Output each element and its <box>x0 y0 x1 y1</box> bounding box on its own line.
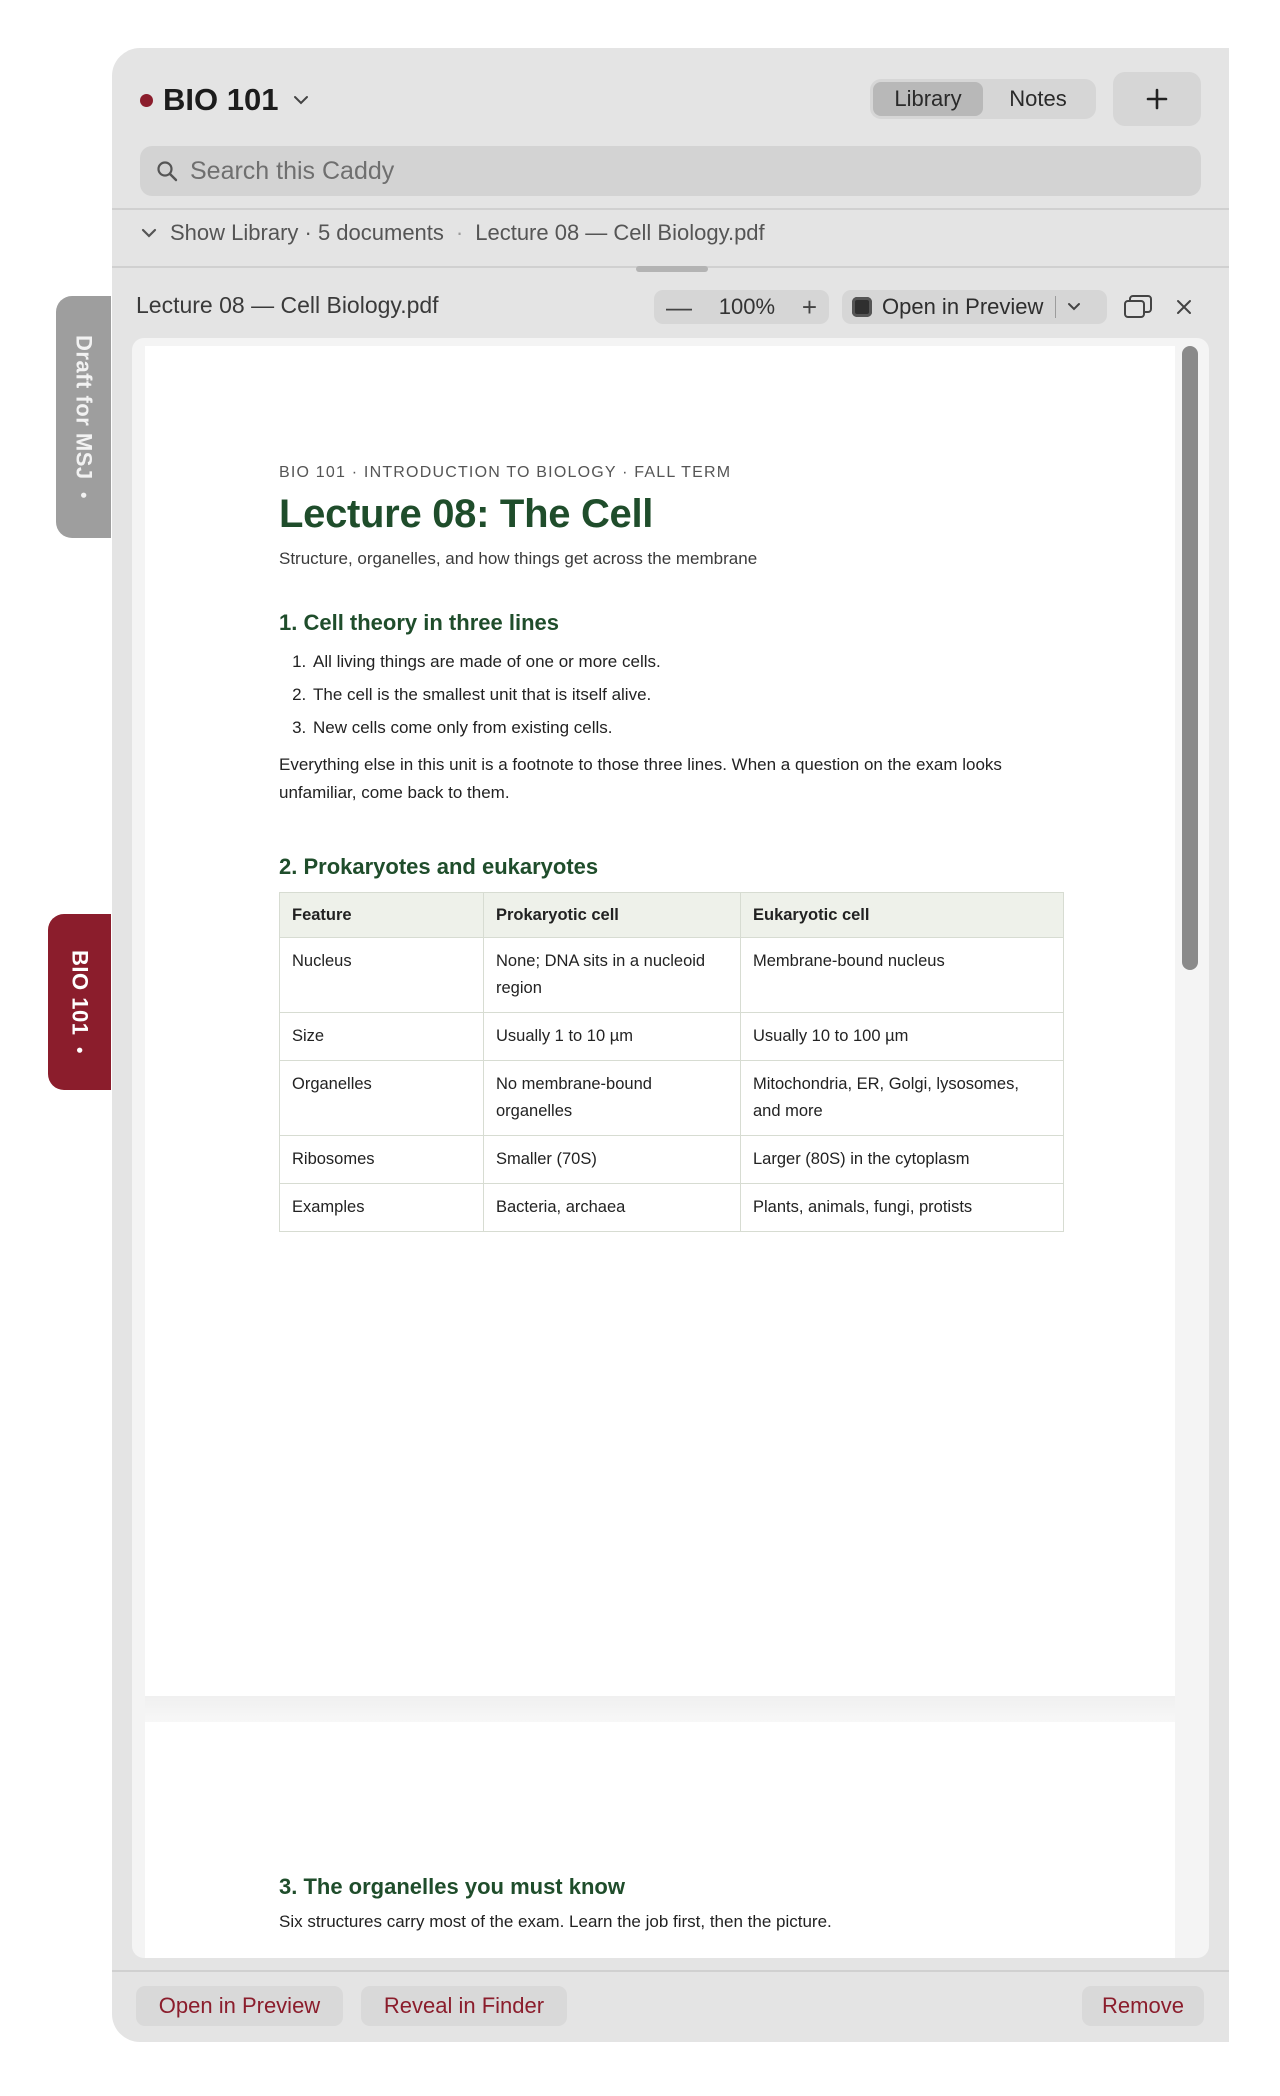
library-bar <box>140 220 765 246</box>
close-icon <box>1176 299 1192 315</box>
table-cell: Plants, animals, fungi, protists <box>741 1184 1064 1232</box>
document-header <box>279 464 1069 569</box>
reveal-in-finder-button[interactable] <box>361 1986 567 2026</box>
view-switcher <box>870 79 1096 119</box>
breadcrumb-separator: · <box>455 220 464 245</box>
document-kicker: BIO 101 · INTRODUCTION TO BIOLOGY · FALL TERM <box>279 464 732 481</box>
zoom-in-button[interactable]: + <box>801 292 817 322</box>
table-cell: Smaller (70S) <box>484 1136 741 1184</box>
column-header: Feature <box>280 893 484 938</box>
section-paragraph: Six structures carry most of the exam. Learn the job first, then the picture. <box>279 1912 832 1931</box>
remove-label: Remove <box>1102 1993 1184 2018</box>
zoom-out-button[interactable]: — <box>666 292 692 322</box>
table-cell: Membrane-bound nucleus <box>741 938 1064 1013</box>
section-cell-theory <box>279 610 1069 807</box>
document-filename: Lecture 08 — Cell Biology.pdf <box>136 292 439 318</box>
caddy-title-menu[interactable] <box>140 82 310 118</box>
table-row <box>280 1136 1064 1184</box>
list-item: 3. New cells come only from existing cells. <box>311 718 1069 738</box>
remove-button[interactable] <box>1082 1986 1204 2026</box>
chevron-down-icon[interactable] <box>140 224 158 242</box>
table-row <box>280 1061 1064 1136</box>
plus-icon <box>1146 88 1168 110</box>
page-break <box>145 1696 1175 1722</box>
table-header-row <box>280 893 1064 938</box>
section-heading: 2. Prokaryotes and eukaryotes <box>279 854 599 879</box>
close-document-button[interactable] <box>1166 290 1202 324</box>
table-cell: Ribosomes <box>280 1136 484 1184</box>
search-bar[interactable] <box>140 146 1201 196</box>
list-item: 2. The cell is the smallest unit that is itself alive. <box>311 685 1069 705</box>
bio-101-tab[interactable] <box>48 914 111 1090</box>
library-resize-handle[interactable] <box>636 266 708 272</box>
section-heading: 1. Cell theory in three lines <box>279 610 559 635</box>
document-viewer[interactable] <box>132 338 1209 1958</box>
table-cell: Organelles <box>280 1061 484 1136</box>
bio-tab-label: BIO 101• <box>67 949 93 1055</box>
section-organelles <box>279 1874 1069 1932</box>
table-cell: Nucleus <box>280 938 484 1013</box>
current-document-breadcrumb[interactable]: Lecture 08 — Cell Biology.pdf <box>475 220 765 245</box>
zoom-level: 100% <box>718 294 776 319</box>
add-button[interactable] <box>1113 72 1201 126</box>
table-row <box>280 1184 1064 1232</box>
table-cell: None; DNA sits in a nucleoid region <box>484 938 741 1013</box>
caddy-panel <box>112 48 1229 2042</box>
open-in-preview-button[interactable] <box>842 290 1107 324</box>
open-in-preview-label: Open in Preview <box>882 294 1044 319</box>
chevron-down-icon <box>292 91 310 109</box>
tab-library[interactable]: Library <box>873 82 983 116</box>
detach-window-button[interactable] <box>1118 290 1158 324</box>
section-paragraph: Everything else in this unit is a footnote to those three lines. When a question on the exam looks unfamiliar, come back to them. <box>279 755 1002 802</box>
pdf-page <box>145 346 1175 1696</box>
table-cell: Bacteria, archaea <box>484 1184 741 1232</box>
show-library-toggle[interactable]: Show Library · 5 documents <box>170 220 444 245</box>
chevron-down-icon[interactable] <box>1066 299 1082 315</box>
footer-open-in-preview-button[interactable] <box>136 1986 343 2026</box>
table-cell: Larger (80S) in the cytoplasm <box>741 1136 1064 1184</box>
cell-theory-list <box>279 652 1069 738</box>
table-row <box>280 1013 1064 1061</box>
zoom-control <box>654 290 829 324</box>
table-cell: Usually 1 to 10 µm <box>484 1013 741 1061</box>
reveal-in-finder-label: Reveal in Finder <box>383 1993 545 2018</box>
section-heading: 3. The organelles you must know <box>279 1874 625 1899</box>
scrollbar-thumb[interactable] <box>1182 346 1198 970</box>
draft-tab-label: Draft for MSJ• <box>71 335 97 499</box>
search-input[interactable] <box>188 156 1092 187</box>
table-cell: Mitochondria, ER, Golgi, lysosomes, and more <box>741 1061 1064 1136</box>
tab-notes[interactable]: Notes <box>1009 86 1067 111</box>
document-title: Lecture 08: The Cell <box>279 492 654 536</box>
section-prokaryotes-eukaryotes <box>279 854 1069 1232</box>
pdf-page <box>145 1722 1175 1958</box>
document-subtitle: Structure, organelles, and how things get across the membrane <box>279 549 758 568</box>
column-header: Eukaryotic cell <box>741 893 1064 938</box>
caddy-color-dot <box>140 94 153 107</box>
preview-app-icon <box>852 297 872 317</box>
comparison-table <box>279 892 1064 1232</box>
table-cell: No membrane-bound organelles <box>484 1061 741 1136</box>
column-header: Prokaryotic cell <box>484 893 741 938</box>
divider <box>112 208 1229 210</box>
table-cell: Examples <box>280 1184 484 1232</box>
windows-icon <box>1123 294 1153 320</box>
draft-for-msj-tab[interactable] <box>56 296 111 538</box>
caddy-title: BIO 101 <box>163 82 279 117</box>
divider <box>112 1970 1229 1972</box>
split-separator <box>1055 296 1056 318</box>
table-cell: Usually 10 to 100 µm <box>741 1013 1064 1061</box>
table-cell: Size <box>280 1013 484 1061</box>
search-icon <box>156 160 178 182</box>
list-item: 1. All living things are made of one or more cells. <box>311 652 1069 672</box>
table-row <box>280 938 1064 1013</box>
footer-open-in-preview-label: Open in Preview <box>158 1993 321 2018</box>
